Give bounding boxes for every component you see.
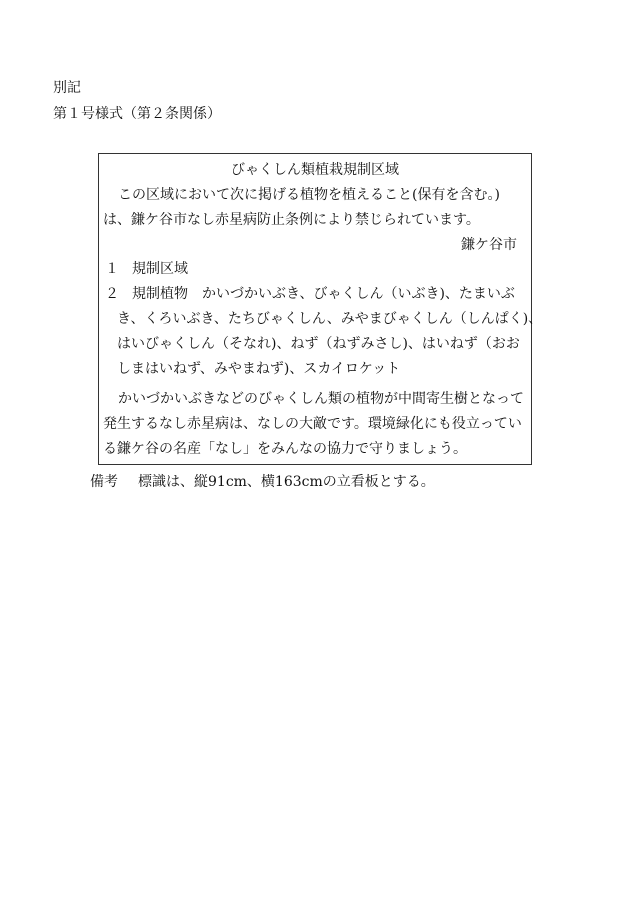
plant-list-line: しまはいねず、みやまねず)、スカイロケット xyxy=(117,361,401,377)
appendix-label: 別記 xyxy=(53,80,81,96)
plant-list-line: はいびゃくしん（そなれ)、ねず（ねずみさし)、はいねず（おお xyxy=(117,336,520,352)
sign-heading: びゃくしん類植栽規制区域 xyxy=(231,162,399,178)
item-number: １ xyxy=(105,261,119,277)
item-title: 規制植物 xyxy=(132,286,188,302)
intro-line-1: この区域において次に掲げる植物を植えること(保有を含む。) xyxy=(118,187,500,203)
sign-board-frame xyxy=(98,153,543,465)
remark-text: 標識は、縦91cm、横163cmの立看板とする。 xyxy=(138,474,435,490)
item-number: ２ xyxy=(105,286,119,302)
signatory: 鎌ケ谷市 xyxy=(461,237,517,253)
plant-list-line: かいづかいぶき、びゃくしん（いぶき)、たまいぶ xyxy=(202,286,515,302)
intro-line-2: は、鎌ケ谷市なし赤星病防止条例により禁じられています。 xyxy=(103,212,480,228)
closing-line: る鎌ケ谷の名産「なし」をみんなの協力で守りましょう。 xyxy=(103,441,467,457)
form-title: 第１号様式（第２条関係） xyxy=(53,106,221,122)
closing-line: かいづかいぶきなどのびゃくしん類の植物が中間寄生樹となって xyxy=(118,391,524,407)
remark-label: 備考 xyxy=(90,474,118,490)
item-title: 規制区域 xyxy=(132,261,188,277)
plant-list-line: き、くろいぶき、たちびゃくしん、みやまびゃくしん（しんぱく)、 xyxy=(117,311,543,327)
closing-line: 発生するなし赤星病は、なしの大敵です。環境緑化にも役立ってい xyxy=(103,416,522,432)
